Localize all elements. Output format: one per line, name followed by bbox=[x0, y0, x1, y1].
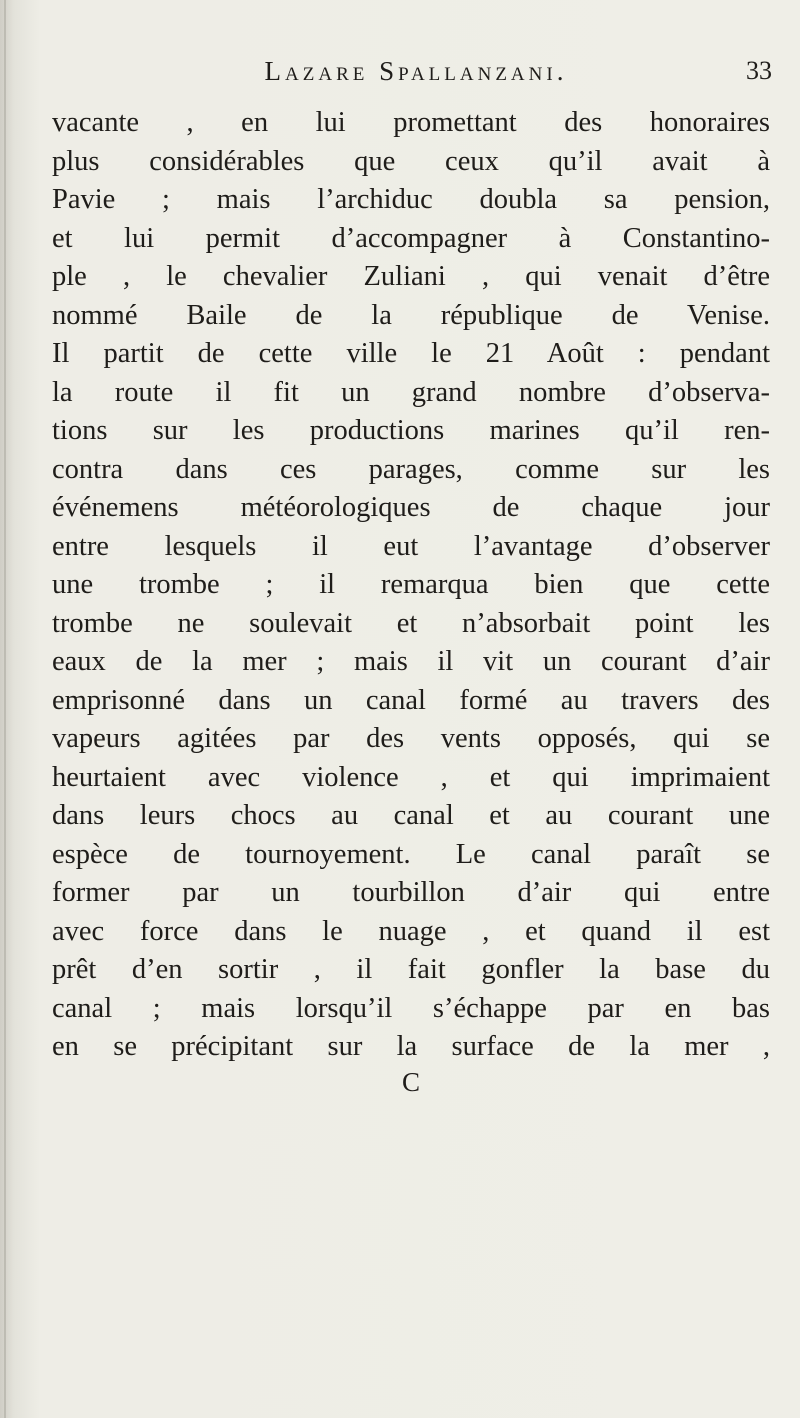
text-line: emprisonné dans un canal formé au travers des bbox=[52, 684, 770, 716]
text-line: vapeurs agitées par des vents opposés, qui se bbox=[52, 723, 770, 754]
text-line: espèce de tournoyement. Le canal paraît se bbox=[52, 838, 770, 870]
text-line: heurtaient avec violence , et qui imprimaient bbox=[52, 761, 770, 793]
page-header bbox=[60, 56, 772, 96]
text-line: prêt d’en sortir , il fait gonfler la base du bbox=[52, 954, 770, 985]
text-line: tions sur les productions marines qu’il ren- bbox=[52, 415, 770, 446]
text-line: avec force dans le nuage , et quand il est bbox=[52, 915, 770, 947]
text-line: et lui permit d’accompagner à Constantino- bbox=[52, 222, 770, 254]
text-line: Pavie ; mais l’archiduc doubla sa pension, bbox=[52, 184, 770, 215]
text-line: canal ; mais lorsqu’il s’échappe par en bas bbox=[52, 992, 770, 1024]
text-line: nommé Baile de la république de Venise. bbox=[52, 299, 770, 331]
text-line: la route il fit un grand nombre d’observa- bbox=[52, 376, 770, 408]
text-line: eaux de la mer ; mais il vit un courant d’air bbox=[52, 646, 770, 677]
body-text bbox=[52, 104, 770, 1067]
signature-mark: C bbox=[401, 1067, 420, 1097]
text-line: contra dans ces parages, comme sur les bbox=[52, 453, 770, 485]
text-line: en se précipitant sur la surface de la mer , bbox=[52, 1031, 770, 1062]
text-line: Il partit de cette ville le 21 Août : pendant bbox=[52, 338, 770, 369]
page-number: 33 bbox=[746, 56, 772, 85]
text-line: vacante , en lui promettant des honoraires bbox=[52, 107, 770, 138]
running-title: Lazare Spallanzani. bbox=[264, 56, 568, 86]
text-line: plus considérables que ceux qu’il avait à bbox=[52, 145, 770, 177]
text-line: dans leurs chocs au canal et au courant une bbox=[52, 800, 770, 831]
text-line: événemens météorologiques de chaque jour bbox=[52, 492, 770, 523]
binding-edge bbox=[4, 0, 6, 1418]
text-line: une trombe ; il remarqua bien que cette bbox=[52, 569, 770, 600]
text-line: entre lesquels il eut l’avantage d’observer bbox=[52, 530, 770, 562]
text-line: trombe ne soulevait et n’absorbait point les bbox=[52, 607, 770, 639]
text-line: former par un tourbillon d’air qui entre bbox=[52, 877, 770, 908]
text-line: ple , le chevalier Zuliani , qui venait d’être bbox=[52, 261, 770, 292]
